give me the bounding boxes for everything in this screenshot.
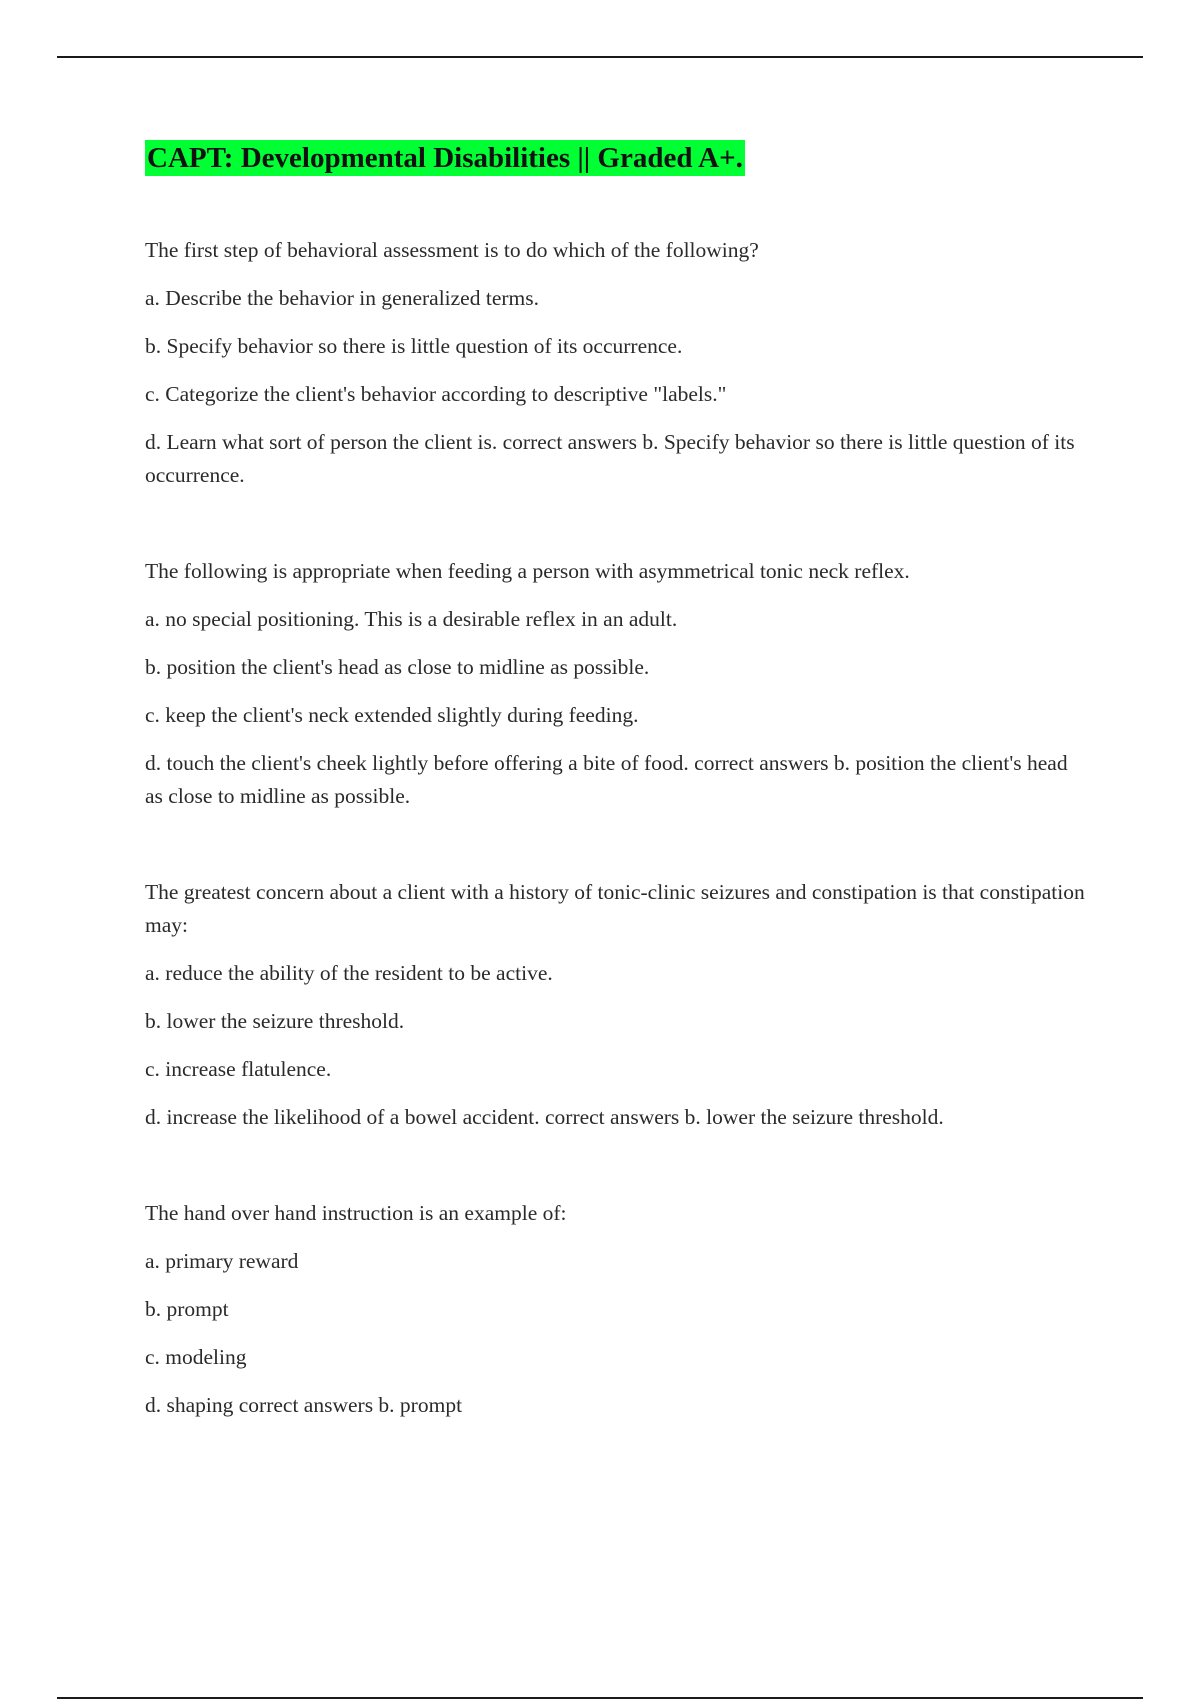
answer-option-with-correct-answer: d. Learn what sort of person the client is. correct answers b. Specify behavior so there is little question of its occurrence. bbox=[145, 430, 1075, 487]
answer-option: a. Describe the behavior in generalized terms. bbox=[145, 286, 539, 310]
answer-option: b. prompt bbox=[145, 1297, 229, 1321]
answer-option-with-correct-answer: d. touch the client's cheek lightly before offering a bite of food. correct answers b. position the client's head as close to midline as possible. bbox=[145, 751, 1068, 808]
question-block-4 bbox=[145, 1197, 1085, 1422]
question-prompt: The following is appropriate when feeding a person with asymmetrical tonic neck reflex. bbox=[145, 559, 910, 583]
answer-option: c. Categorize the client's behavior according to descriptive "labels." bbox=[145, 382, 727, 406]
question-prompt: The hand over hand instruction is an example of: bbox=[145, 1201, 567, 1225]
answer-option: c. keep the client's neck extended slightly during feeding. bbox=[145, 703, 639, 727]
document-title: CAPT: Developmental Disabilities || Graded A+. bbox=[147, 142, 743, 174]
answer-option: c. modeling bbox=[145, 1345, 247, 1369]
answer-option: b. Specify behavior so there is little question of its occurrence. bbox=[145, 334, 683, 358]
question-prompt: The greatest concern about a client with a history of tonic-clinic seizures and constipation is that constipation may: bbox=[145, 880, 1085, 937]
answer-option: b. lower the seizure threshold. bbox=[145, 1009, 405, 1033]
answer-option: a. no special positioning. This is a desirable reflex in an adult. bbox=[145, 607, 678, 631]
answer-option: b. position the client's head as close to midline as possible. bbox=[145, 655, 650, 679]
answer-option: a. primary reward bbox=[145, 1249, 299, 1273]
question-block-1 bbox=[145, 234, 1085, 492]
question-prompt: The first step of behavioral assessment is to do which of the following? bbox=[145, 238, 759, 262]
top-rule bbox=[57, 56, 1143, 58]
document-body bbox=[145, 140, 1085, 1422]
bottom-rule bbox=[57, 1697, 1143, 1699]
question-block-3 bbox=[145, 876, 1085, 1134]
answer-option: a. reduce the ability of the resident to be active. bbox=[145, 961, 553, 985]
question-block-2 bbox=[145, 555, 1085, 813]
answer-option-with-correct-answer: d. increase the likelihood of a bowel accident. correct answers b. lower the seizure threshold. bbox=[145, 1105, 944, 1129]
answer-option-with-correct-answer: d. shaping correct answers b. prompt bbox=[145, 1393, 463, 1417]
answer-option: c. increase flatulence. bbox=[145, 1057, 332, 1081]
